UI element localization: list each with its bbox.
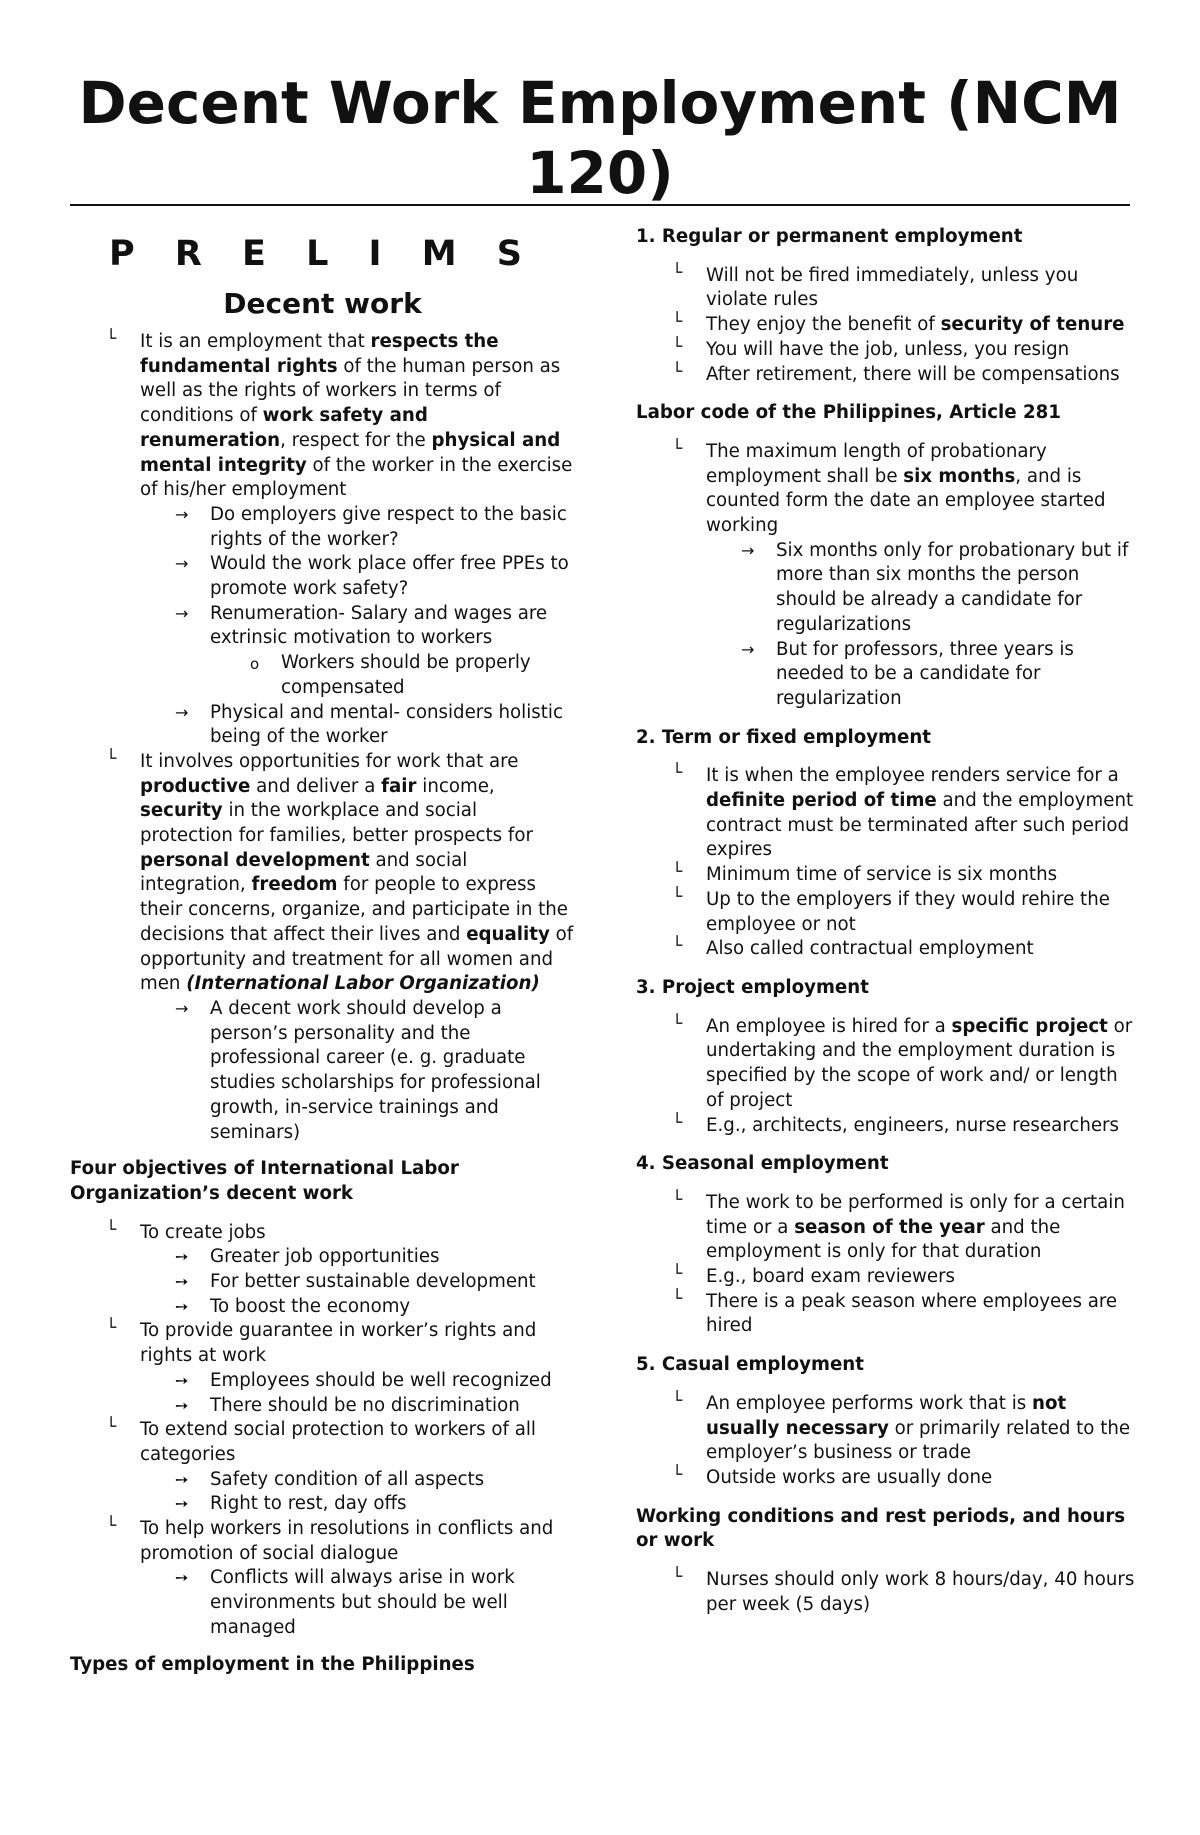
text-run: for people to express their concerns, organize, and participate in the decisions that affect their lives and [140, 874, 568, 945]
sub-sub-list-item-text: Workers should be properly compensated [281, 652, 531, 698]
sub-list [139, 1468, 575, 1517]
bold-text: freedom [251, 874, 338, 896]
bold-arrow-bullet-icon: ➙ [175, 1247, 189, 1267]
sub-list-item [139, 1270, 575, 1295]
text-run: Minimum time of service is six months [706, 864, 1058, 886]
section-list [636, 1191, 1136, 1339]
l-bullet-icon: └ [672, 361, 683, 382]
bold-arrow-bullet-icon: ➙ [175, 1395, 189, 1415]
list-item-text [706, 1192, 1125, 1262]
list-item [636, 764, 1136, 863]
objectives-list [70, 1221, 575, 1641]
l-bullet-icon: └ [672, 336, 683, 357]
bold-text: not usually necessary [706, 1392, 1067, 1439]
sub-list-item-text: There should be no discrimination [210, 1394, 520, 1416]
sub-list [139, 1369, 575, 1418]
arrow-bullet-icon: → [175, 603, 189, 623]
text-run: E.g., board exam reviewers [706, 1266, 956, 1288]
list-item-text [706, 889, 1110, 935]
sub-list-item [139, 1369, 575, 1394]
sub-list [705, 539, 1136, 712]
bold-text: specific project [951, 1015, 1108, 1037]
l-bullet-icon: └ [672, 1112, 683, 1133]
sub-list-item [139, 602, 575, 701]
l-bullet-icon: └ [672, 886, 683, 907]
text-run: , and is counted form the date an employee started working [706, 465, 1106, 537]
sub-list-item-text: Employees should be well recognized [210, 1369, 552, 1391]
list-item [636, 440, 1136, 712]
list-item-text [706, 314, 1125, 335]
bold-text: physical and mental integrity [140, 429, 561, 476]
text-run: It involves opportunities for work that are [140, 750, 519, 772]
bold-arrow-bullet-icon: ➙ [175, 1494, 189, 1514]
list-item [636, 1466, 1136, 1491]
sub-list-item [139, 1394, 575, 1419]
bold-text: work safety and renumeration [140, 405, 428, 451]
objective-item [70, 1418, 575, 1517]
l-bullet-icon: └ [672, 312, 683, 333]
sub-list [139, 503, 575, 750]
list-item [636, 1191, 1136, 1265]
text-run: of the human person as well as the rights of workers in terms of conditions of [140, 355, 561, 427]
section-heading: 2. Term or fixed employment [636, 726, 931, 748]
sub-list-item-text: Safety condition of all aspects [210, 1468, 485, 1490]
sub-list-item [139, 1295, 575, 1320]
text-run: Up to the employers if they would rehire the employee or not [706, 888, 1110, 935]
list-item [636, 338, 1136, 363]
sub-list-item-text: Greater job opportunities [210, 1246, 440, 1268]
sub-sub-list-item [210, 651, 575, 700]
bold-text: security of tenure [940, 314, 1125, 336]
section-list [636, 440, 1136, 712]
sub-list-item-text: Would the work place offer free PPEs to promote work safety? [210, 553, 569, 600]
text-run: It is when the employee renders service for a [706, 765, 1119, 787]
bold-text: respects the fundamental rights [140, 331, 499, 377]
sub-list [139, 1566, 575, 1640]
list-item-text [706, 1467, 992, 1488]
sub-list-item [139, 552, 575, 601]
l-bullet-icon: └ [106, 1516, 117, 1537]
sub-list-item [139, 701, 575, 750]
bold-arrow-bullet-icon: ➙ [175, 1469, 189, 1489]
l-bullet-icon: └ [672, 1390, 683, 1411]
list-item [636, 313, 1136, 338]
l-bullet-icon: └ [106, 1219, 117, 1240]
text-run: E.g., architects, engineers, nurse researchers [706, 1114, 1119, 1136]
text-run: The maximum length of probationary employment shall be [706, 440, 1047, 487]
section-heading: 4. Seasonal employment [636, 1153, 889, 1175]
prelims-heading: P R E L I M S [109, 234, 536, 274]
l-bullet-icon: └ [672, 1264, 683, 1285]
list-item [636, 363, 1136, 388]
list-item [70, 330, 575, 750]
sub-list [139, 1245, 575, 1319]
document-title: Decent Work Employment (NCM 120) [78, 69, 1122, 207]
text-run: or primarily related to the employer’s business or trade [706, 1417, 1131, 1464]
text-run: income, [416, 775, 495, 797]
text-run: Outside works are usually done [706, 1466, 993, 1488]
bold-text: six months [903, 465, 1016, 487]
l-bullet-icon: └ [672, 763, 683, 784]
sub-list-item-text: Do employers give respect to the basic rights of the worker? [210, 503, 567, 550]
sub-list-item [705, 638, 1136, 712]
section-heading: Working conditions and rest periods, and hours or work [636, 1505, 1126, 1552]
l-bullet-icon: └ [672, 862, 683, 883]
sub-list-item [139, 503, 575, 552]
bold-text: security [140, 800, 223, 822]
list-item-text [706, 441, 1106, 536]
bold-text: personal development [140, 849, 370, 871]
sub-list-item-text: Physical and mental- considers holistic being of the worker [210, 701, 563, 748]
section-list [636, 1015, 1136, 1139]
bold-text: fair [381, 775, 417, 797]
section-list [636, 1392, 1136, 1491]
arrow-bullet-icon: → [175, 702, 189, 722]
text-run: and social integration, [140, 849, 468, 896]
list-item [636, 863, 1136, 888]
list-item [636, 1392, 1136, 1466]
list-item-text [140, 331, 572, 500]
section-heading: 1. Regular or permanent employment [636, 226, 1023, 247]
list-item [636, 888, 1136, 937]
objective-text: To create jobs [140, 1221, 266, 1243]
sub-list-item-text: Right to rest, day offs [210, 1493, 407, 1515]
text-run: Also called contractual employment [706, 938, 1034, 960]
sub-list-item-text: To boost the economy [210, 1295, 411, 1317]
l-bullet-icon: └ [672, 1189, 683, 1210]
text-run: An employee performs work that is [706, 1392, 1032, 1414]
list-item-text [706, 864, 1057, 885]
objective-text: To help workers in resolutions in conflicts and promotion of social dialogue [140, 1518, 554, 1564]
list-item-text [706, 1016, 1132, 1111]
section-list [636, 1568, 1136, 1617]
list-item-text [706, 265, 1078, 311]
list-item [636, 1114, 1136, 1139]
arrow-bullet-icon: → [741, 540, 755, 560]
bold-arrow-bullet-icon: ➙ [175, 1370, 189, 1390]
objectives-heading: Four objectives of International Labor Organization’s decent work [70, 1158, 459, 1204]
list-item [636, 1290, 1136, 1339]
list-item [636, 1015, 1136, 1114]
circle-bullet-icon: o [250, 655, 260, 674]
sub-list-item [705, 539, 1136, 638]
objective-text: To provide guarantee in worker’s rights and rights at work [140, 1320, 537, 1367]
l-bullet-icon: └ [672, 262, 683, 283]
right-column [636, 225, 1136, 1617]
text-run: and the employment is only for that duration [706, 1216, 1061, 1263]
sub-list-item-text: A decent work should develop a person’s personality and the professional career (e. g. graduate studies scholarships for professional growth, in-service trainings and seminars) [210, 997, 541, 1143]
text-run: and deliver a [250, 775, 382, 797]
objective-item [70, 1221, 575, 1320]
objective-item [70, 1517, 575, 1641]
sub-list-item-text: Renumeration- Salary and wages are extrinsic motivation to workers [210, 602, 548, 649]
bold-arrow-bullet-icon: ➙ [175, 1568, 189, 1588]
l-bullet-icon: └ [106, 1318, 117, 1339]
text-run: After retirement, there will be compensations [706, 363, 1120, 385]
bold-text: productive [140, 775, 251, 797]
sub-list [139, 997, 575, 1145]
arrow-bullet-icon: → [741, 639, 755, 659]
l-bullet-icon: └ [672, 936, 683, 957]
text-run: There is a peak season where employees are hired [706, 1290, 1118, 1337]
title-divider [70, 204, 1130, 206]
sub-list-item-text: Conflicts will always arise in work environments but should be well managed [210, 1567, 515, 1638]
text-run: It is an employment that [140, 331, 371, 352]
list-item-text [706, 1291, 1117, 1337]
list-item-text [706, 765, 1133, 860]
sub-list-item-text: But for professors, three years is needed to be a candidate for regularization [776, 638, 1074, 709]
text-run: An employee is hired for a [706, 1015, 952, 1037]
sub-list-item [139, 1468, 575, 1493]
emphasis-text: (International Labor Organization) [186, 973, 540, 995]
section-heading: Labor code of the Philippines, Article 281 [636, 402, 1061, 424]
l-bullet-icon: └ [672, 1464, 683, 1485]
sub-list-item [139, 997, 575, 1145]
list-item-text [706, 1115, 1119, 1136]
sub-list-item [139, 1492, 575, 1517]
bold-arrow-bullet-icon: ➙ [175, 1272, 189, 1292]
text-run: in the workplace and social protection for families, better prospects for [140, 800, 533, 847]
objective-text: To extend social protection to workers of all categories [140, 1419, 536, 1465]
text-run: or undertaking and the employment duration is specified by the scope of work and/ or length of project [706, 1015, 1133, 1111]
l-bullet-icon: └ [106, 748, 117, 769]
text-run: , respect for the [280, 429, 432, 451]
list-item-text [706, 1569, 1134, 1615]
l-bullet-icon: └ [672, 1288, 683, 1309]
left-column [70, 220, 575, 1677]
section-list [636, 764, 1136, 962]
section-list [636, 264, 1136, 388]
section-heading: 5. Casual employment [636, 1354, 864, 1376]
l-bullet-icon: └ [672, 1013, 683, 1034]
arrow-bullet-icon: → [175, 554, 189, 574]
sub-list-item-text: Six months only for probationary but if more than six months the person should be already a candidate for regularizations [776, 539, 1129, 635]
list-item-text [706, 1393, 1130, 1463]
text-run: of the worker in the exercise of his/her employment [140, 454, 573, 501]
decent-work-list [70, 330, 575, 1145]
text-run: Nurses should only work 8 hours/day, 40 hours per week (5 days) [706, 1569, 1135, 1615]
l-bullet-icon: └ [672, 438, 683, 459]
list-item-text [706, 1266, 955, 1287]
bold-text: definite period of time [706, 790, 937, 812]
l-bullet-icon: └ [672, 1567, 683, 1588]
sub-list-item [139, 1245, 575, 1270]
text-run: You will have the job, unless, you resign [706, 338, 1070, 360]
arrow-bullet-icon: → [175, 504, 189, 524]
list-item-text [706, 339, 1069, 360]
bold-arrow-bullet-icon: ➙ [175, 1296, 189, 1316]
section-heading: 3. Project employment [636, 976, 869, 998]
sub-list-item-text: For better sustainable development [210, 1271, 536, 1293]
sub-list-item [139, 1566, 575, 1640]
list-item-text [140, 751, 573, 994]
text-run: Will not be fired immediately, unless you violate rules [706, 264, 1079, 311]
list-item [636, 1265, 1136, 1290]
text-run: and the employment contract must be terminated after such period expires [706, 790, 1134, 861]
bold-text: equality [466, 923, 550, 945]
l-bullet-icon: └ [106, 329, 117, 349]
list-item [636, 1568, 1136, 1617]
text-run: They enjoy the benefit of [706, 314, 941, 336]
list-item-text [706, 364, 1120, 385]
objective-item [70, 1319, 575, 1418]
sub-sub-list [210, 651, 575, 700]
types-heading: Types of employment in the Philippines [70, 1653, 475, 1675]
list-item [636, 264, 1136, 313]
list-item [636, 937, 1136, 962]
list-item [70, 750, 575, 1145]
arrow-bullet-icon: → [175, 998, 189, 1018]
bold-text: season of the year [794, 1216, 985, 1238]
decent-work-heading: Decent work [223, 287, 422, 320]
text-run: of opportunity and treatment for all women and men [140, 923, 574, 995]
text-run: The work to be performed is only for a certain time or a [706, 1191, 1125, 1238]
l-bullet-icon: └ [106, 1417, 117, 1438]
list-item-text [706, 938, 1034, 959]
